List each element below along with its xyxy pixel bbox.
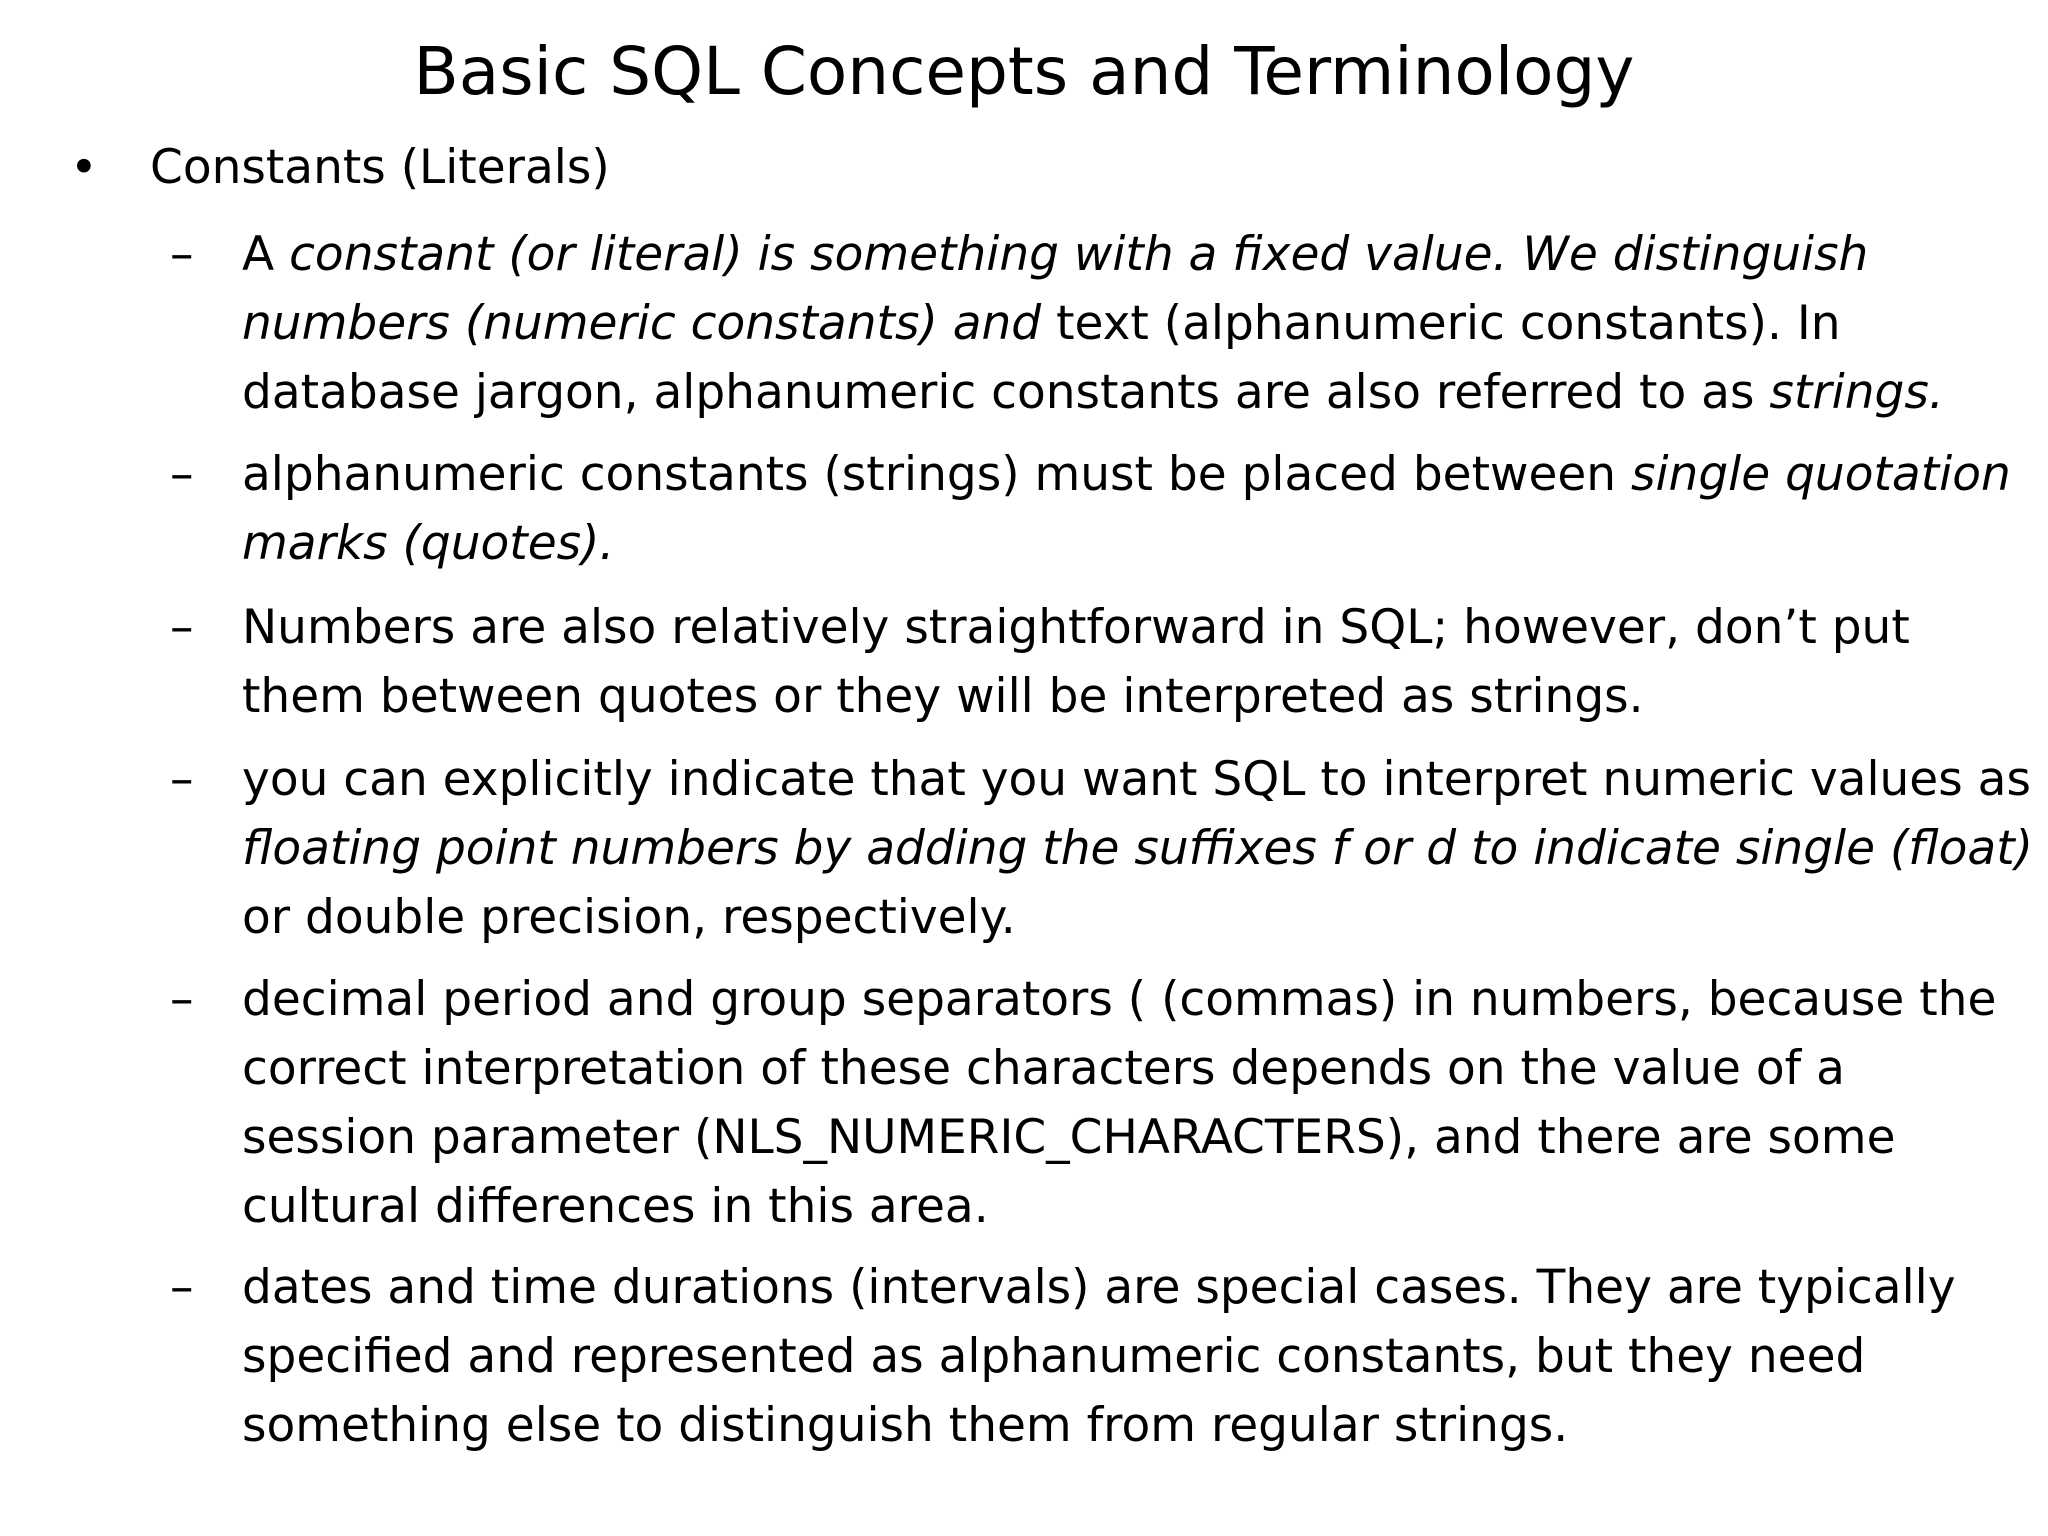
bullet-icon: •	[70, 140, 98, 195]
text-line: you can explicitly indicate that you want SQL to interpret numeric values as	[242, 752, 2031, 807]
text-line	[242, 440, 2011, 509]
text-span: database jargon, alphanumeric constants are also referred to as	[242, 365, 1770, 420]
dash-icon: –	[170, 752, 194, 807]
italic-span: numbers (numeric constants) and	[242, 296, 1042, 351]
slide-title: Basic SQL Concepts and Terminology	[413, 33, 1635, 110]
text-line	[242, 509, 614, 578]
dash-icon: –	[170, 972, 194, 1027]
text-line: or double precision, respectively.	[242, 890, 1016, 945]
text-line: them between quotes or they will be interpreted as strings.	[242, 669, 1644, 724]
text-line: cultural differences in this area.	[242, 1179, 989, 1234]
text-line	[242, 358, 1944, 427]
dash-icon: –	[170, 227, 194, 282]
text-line	[242, 220, 1868, 289]
text-line: Numbers are also relatively straightforward in SQL; however, don’t put	[242, 600, 1910, 655]
text-line: session parameter (NLS_NUMERIC_CHARACTERS), and there are some	[242, 1110, 1896, 1165]
italic-span: strings.	[1769, 365, 1944, 420]
bullet-text: Constants (Literals)	[150, 140, 610, 195]
text-span: alphanumeric constants (strings) must be placed between	[242, 447, 1632, 502]
italic-span: constant (or literal) is something with a fixed value. We distinguish	[289, 227, 1869, 282]
dash-icon: –	[170, 447, 194, 502]
text-line: decimal period and group separators ( (commas) in numbers, because the	[242, 972, 1997, 1027]
text-line	[242, 289, 1841, 358]
dash-icon: –	[170, 1260, 194, 1315]
dash-icon: –	[170, 600, 194, 655]
text-line: correct interpretation of these characters depends on the value of a	[242, 1041, 1845, 1096]
italic-span: marks (quotes).	[242, 516, 615, 571]
italic-span: floating point numbers by adding the suffixes f or d to indicate single (float)	[242, 821, 2033, 876]
text-line: specified and represented as alphanumeric constants, but they need	[242, 1329, 1866, 1384]
text-line: dates and time durations (intervals) are special cases. They are typically	[242, 1260, 1956, 1315]
italic-span: single quotation	[1631, 447, 2011, 502]
text-line: something else to distinguish them from regular strings.	[242, 1398, 1569, 1453]
text-span: A	[242, 227, 290, 282]
text-span: text (alphanumeric constants). In	[1041, 296, 1841, 351]
text-line	[242, 814, 2033, 883]
